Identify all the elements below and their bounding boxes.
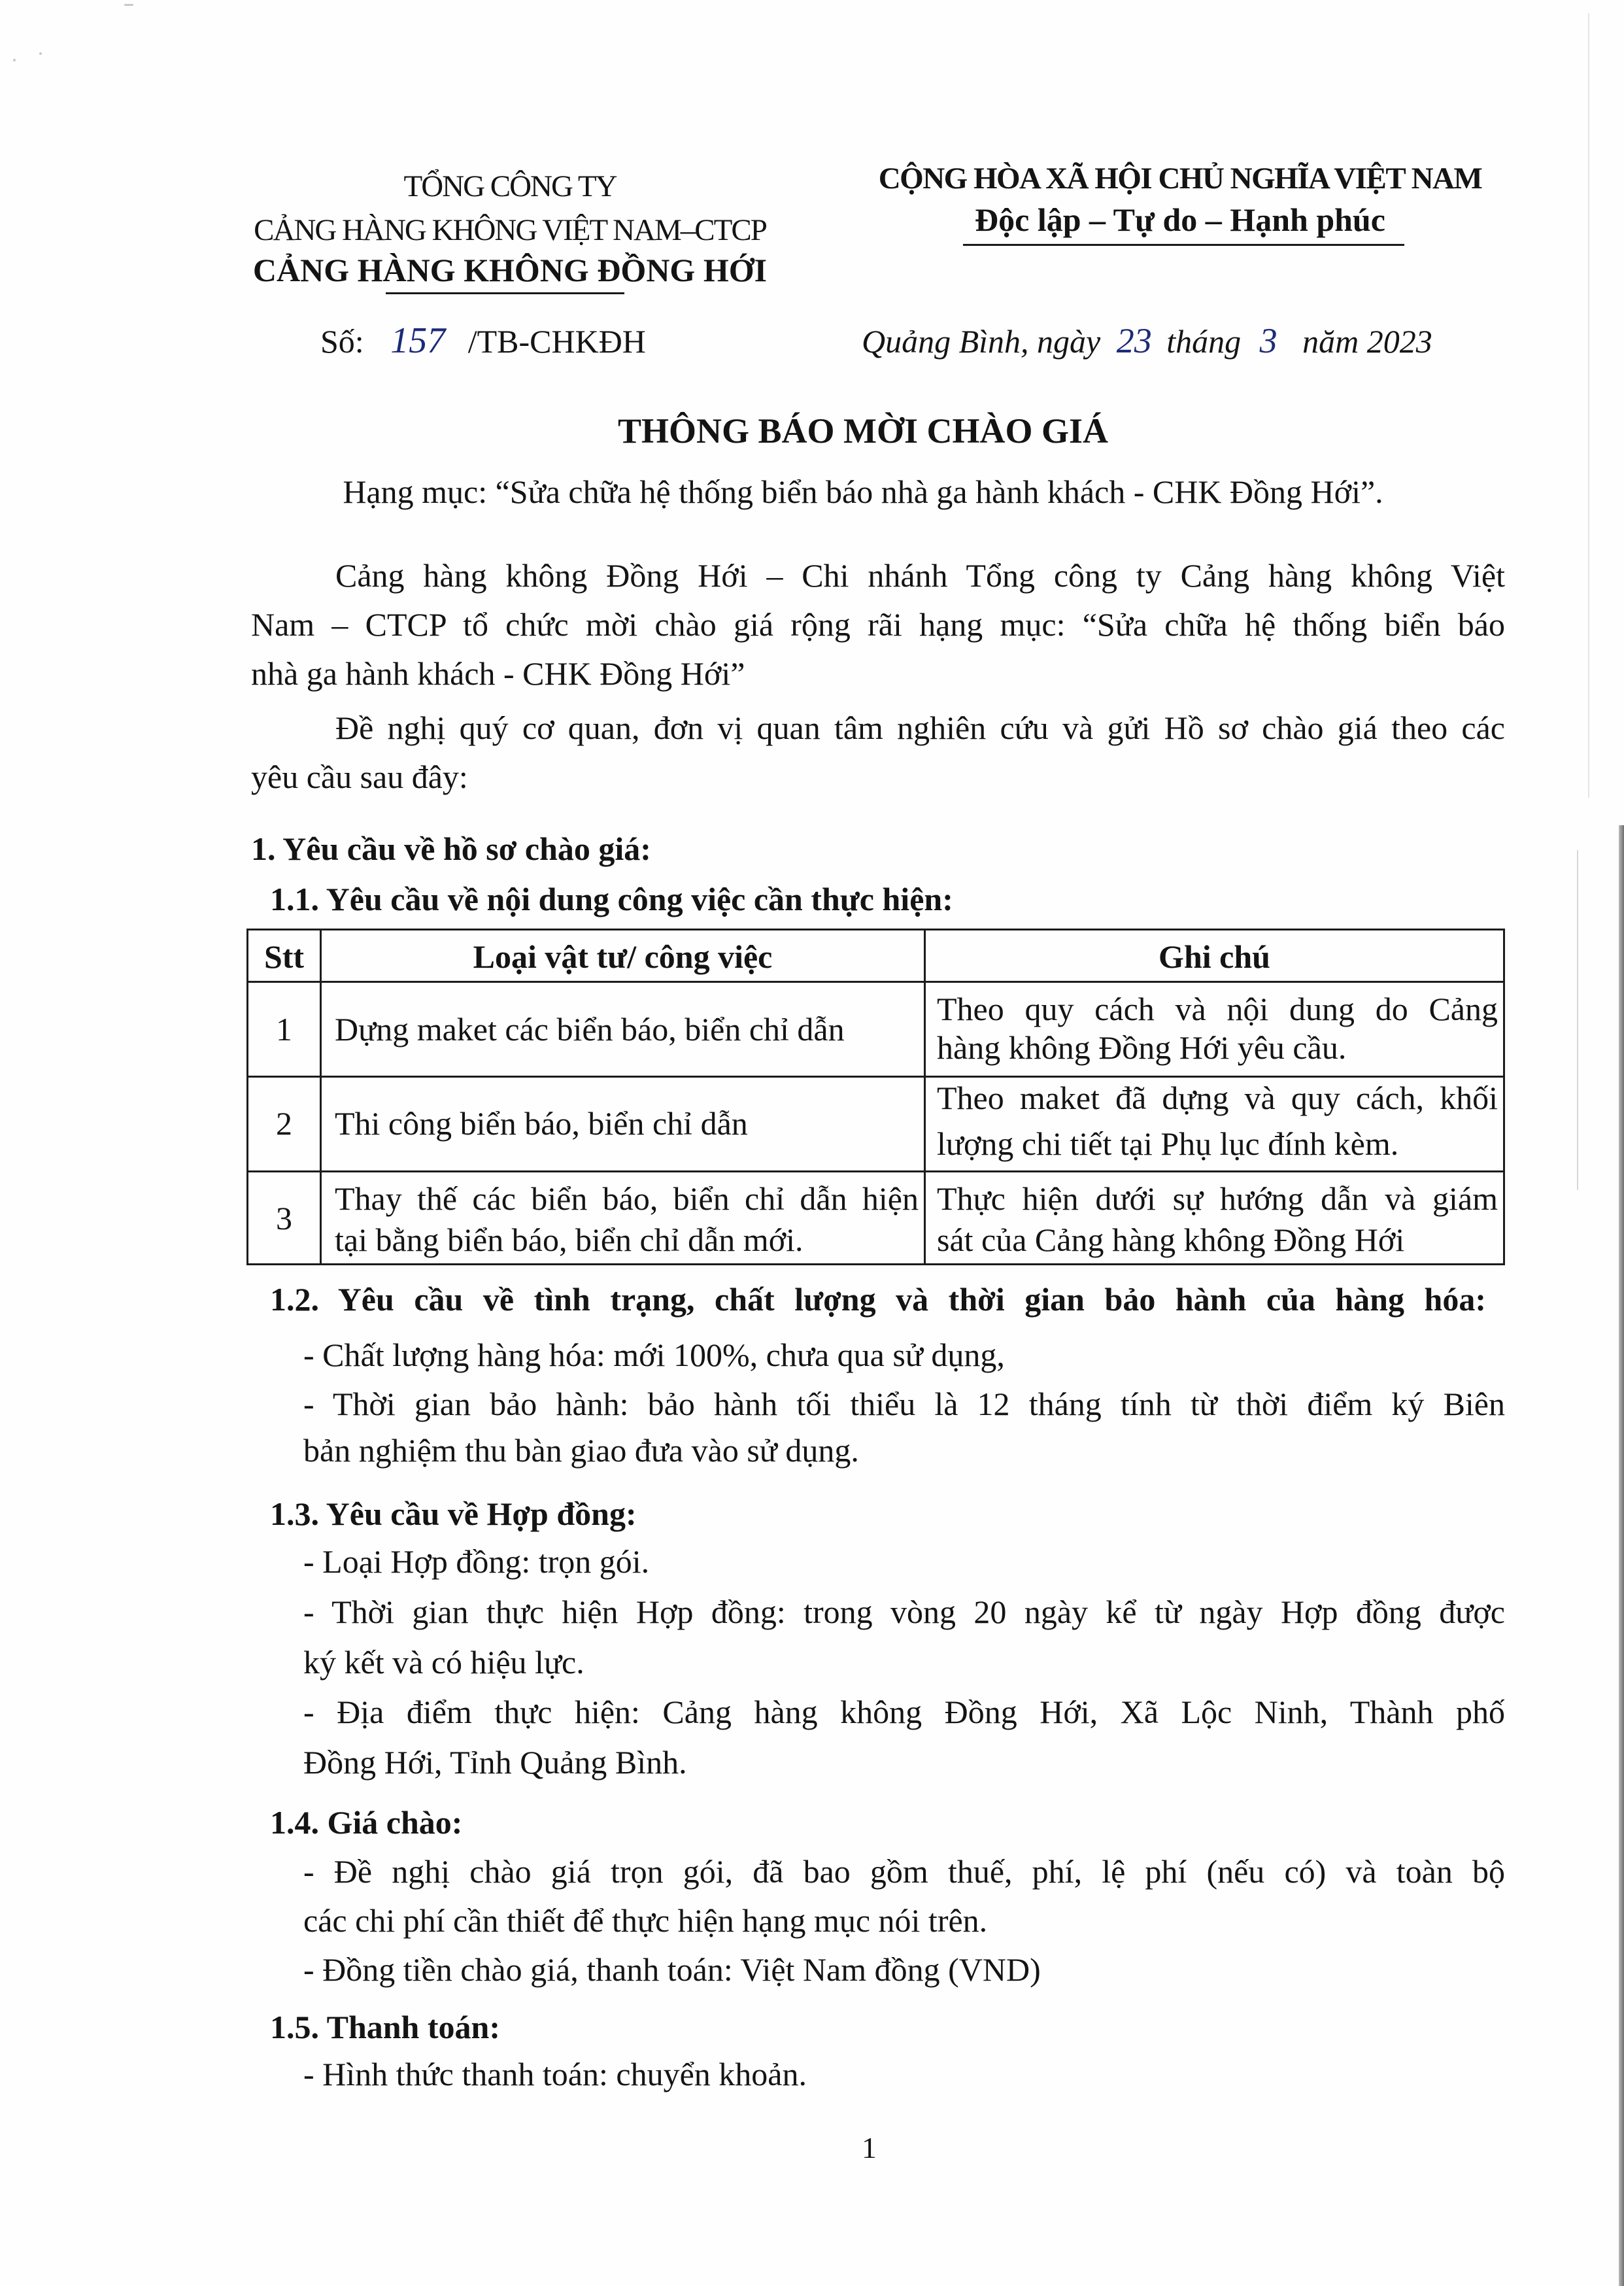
bullet-line: Đồng Hới, Tỉnh Quảng Bình.: [303, 1744, 687, 1781]
document-number-suffix: /TB-CHKĐH: [467, 323, 646, 360]
bullet-line: - Hình thức thanh toán: chuyển khoản.: [303, 2056, 807, 2092]
scan-speck: [39, 52, 42, 55]
cell-note: Theo maket đã dựng và quy cách, khối: [937, 1080, 1498, 1116]
section-1-2-heading: 1.2. Yêu cầu về tình trạng, chất lượng và thời gian bảo hành của hàng hóa:: [270, 1281, 1486, 1318]
cell-note: lượng chi tiết tại Phụ lục đính kèm.: [937, 1125, 1399, 1162]
table-border: [246, 929, 1505, 930]
document-title: THÔNG BÁO MỜI CHÀO GIÁ: [617, 411, 1109, 451]
column-header-note: Ghi chú: [1159, 938, 1270, 975]
document-subject: Hạng mục: “Sửa chữa hệ thống biển báo nhà ga hành khách - CHK Đồng Hới”.: [343, 473, 1383, 510]
document-number-label: Số:: [320, 323, 364, 360]
place-date: [862, 323, 1432, 358]
motto-underline: [963, 244, 1404, 246]
cell-stt: 1: [276, 1011, 292, 1048]
cell-note: Thực hiện dưới sự hướng dẫn và giám: [937, 1180, 1498, 1217]
bullet-line: bản nghiệm thu bàn giao đưa vào sử dụng.: [303, 1432, 859, 1469]
scan-artifact-line: [1588, 13, 1589, 798]
document-number: [320, 322, 646, 359]
nation-name: CỘNG HÒA XÃ HỘI CHỦ NGHĨA VIỆT NAM: [878, 162, 1482, 196]
section-1-3-heading: 1.3. Yêu cầu về Hợp đồng:: [270, 1495, 637, 1532]
date-year: năm 2023: [1302, 323, 1432, 360]
bullet-line: - Thời gian bảo hành: bảo hành tối thiểu là 12 tháng tính từ thời điểm ký Biên: [303, 1386, 1505, 1422]
agency-parent-line1: TỔNG CÔNG TY: [403, 169, 617, 203]
paragraph-line: Nam – CTCP tổ chức mời chào giá rộng rãi hạng mục: “Sửa chữa hệ thống biển báo: [251, 606, 1505, 643]
section-1-1-heading: 1.1. Yêu cầu về nội dung công việc cần thực hiện:: [270, 881, 953, 917]
table-border: [246, 981, 1505, 983]
bullet-line: - Đề nghị chào giá trọn gói, đã bao gồm thuế, phí, lệ phí (nếu có) và toàn bộ: [303, 1853, 1505, 1890]
table-border: [246, 1076, 1505, 1078]
page-number: 1: [862, 2131, 877, 2164]
table-border: [924, 929, 926, 1265]
cell-item: Thay thế các biển báo, biển chỉ dẫn hiện: [335, 1180, 919, 1217]
national-motto: Độc lập – Tự do – Hạnh phúc: [975, 201, 1385, 238]
cell-item: Dựng maket các biển báo, biển chỉ dẫn: [335, 1011, 845, 1048]
bullet-line: - Chất lượng hàng hóa: mới 100%, chưa qua sử dụng,: [303, 1337, 1005, 1373]
bullet-line: - Thời gian thực hiện Hợp đồng: trong vòng 20 ngày kể từ ngày Hợp đồng được: [303, 1594, 1505, 1630]
cell-stt: 2: [276, 1105, 292, 1142]
column-header-item: Loại vật tư/ công việc: [473, 938, 773, 975]
bullet-line: ký kết và có hiệu lực.: [303, 1644, 584, 1680]
scan-edge-shadow: [1619, 825, 1624, 2286]
bullet-line: các chi phí cần thiết để thực hiện hạng mục nói trên.: [303, 1902, 988, 1939]
cell-item: Thi công biển báo, biển chỉ dẫn: [335, 1105, 748, 1142]
cell-note: sát của Cảng hàng không Đồng Hới: [937, 1221, 1405, 1258]
document-number-handwritten: 157: [390, 320, 446, 361]
scan-speck: [13, 59, 16, 61]
section-1-5-heading: 1.5. Thanh toán:: [270, 2009, 500, 2045]
work-items-table: [246, 929, 1505, 1265]
cell-stt: 3: [276, 1200, 292, 1237]
table-border: [246, 1263, 1505, 1265]
agency-name: CẢNG HÀNG KHÔNG ĐỒNG HỚI: [252, 252, 768, 288]
section-1-4-heading: 1.4. Giá chào:: [270, 1804, 463, 1841]
paragraph-line: yêu cầu sau đây:: [251, 759, 468, 795]
cell-note: Theo quy cách và nội dung do Cảng: [937, 991, 1498, 1027]
date-day-handwritten: 23: [1116, 321, 1152, 360]
date-month-label: tháng: [1166, 323, 1242, 360]
date-month-handwritten: 3: [1259, 321, 1277, 360]
bullet-line: - Đồng tiền chào giá, thanh toán: Việt Nam đồng (VND): [303, 1951, 1041, 1988]
scan-speck: [124, 4, 133, 6]
bullet-line: - Loại Hợp đồng: trọn gói.: [303, 1543, 650, 1580]
paragraph-line: Đề nghị quý cơ quan, đơn vị quan tâm nghiên cứu và gửi Hồ sơ chào giá theo các: [335, 709, 1505, 746]
section-1-heading: 1. Yêu cầu về hồ sơ chào giá:: [251, 830, 651, 867]
table-border: [1503, 929, 1505, 1265]
paragraph-line: Cảng hàng không Đồng Hới – Chi nhánh Tổng công ty Cảng hàng không Việt: [335, 557, 1505, 594]
agency-underline: [386, 292, 624, 294]
agency-parent-line2: CẢNG HÀNG KHÔNG VIỆT NAM–CTCP: [254, 213, 766, 247]
cell-note: hàng không Đồng Hới yêu cầu.: [937, 1029, 1347, 1066]
cell-item: tại bằng biển báo, biển chỉ dẫn mới.: [335, 1221, 804, 1258]
bullet-line: - Địa điểm thực hiện: Cảng hàng không Đồng Hới, Xã Lộc Ninh, Thành phố: [303, 1694, 1505, 1730]
scan-artifact-line: [1577, 850, 1578, 1190]
paragraph-line: nhà ga hành khách - CHK Đồng Hới”: [251, 655, 745, 692]
column-header-stt: Stt: [263, 938, 305, 975]
table-border: [246, 1170, 1505, 1172]
date-prefix: Quảng Bình, ngày: [862, 323, 1101, 360]
